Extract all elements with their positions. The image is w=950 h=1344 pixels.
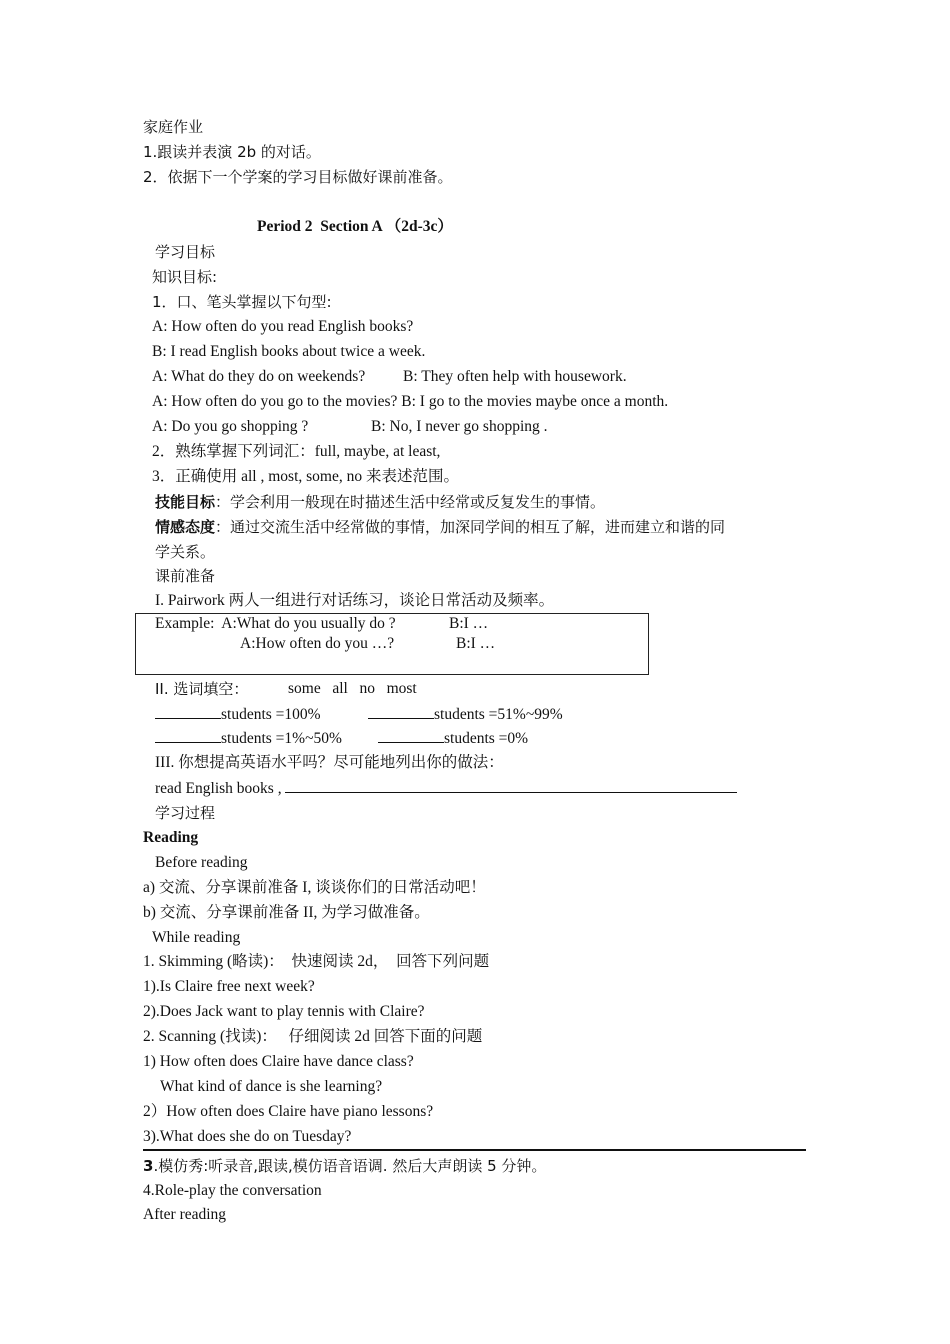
fill-blank-2-text: students =51%~99% <box>434 706 563 723</box>
emotion-goal <box>155 517 725 537</box>
reading-heading: Reading <box>143 829 199 846</box>
before-b: b) 交流、分享课前准备 II, 为学习做准备。 <box>143 904 430 921</box>
example-line-2a: A:How often do you …? <box>240 635 395 652</box>
skimming-task: 1. Skimming (略读)： 快速阅读 2d， 回答下列问题 <box>143 953 490 970</box>
fill-blank-4 <box>378 728 528 749</box>
sentence-5b: B: No, I never go shopping . <box>371 418 548 435</box>
fill-blank-2 <box>368 704 563 725</box>
blank-line[interactable] <box>155 728 221 743</box>
knowledge-goal-2: 2．熟练掌握下列词汇：full, maybe, at least, <box>152 443 441 460</box>
answer-line[interactable] <box>285 778 737 793</box>
emotion-goal-label: 情感态度 <box>155 518 216 536</box>
scanning-question-3: 3).What does she do on Tuesday? <box>143 1128 352 1145</box>
before-a: a) 交流、分享课前准备 I, 谈谈你们的日常活动吧！ <box>143 879 486 896</box>
period-title: Period 2 Section A （2d-3c） <box>257 218 453 235</box>
skill-goal-label: 技能目标 <box>155 493 216 511</box>
goals-title: 学习目标 <box>155 243 216 261</box>
homework-item-2: 2．依据下一个学案的学习目标做好课前准备。 <box>143 168 453 186</box>
before-reading: Before reading <box>155 854 248 871</box>
blank-line[interactable] <box>368 704 434 719</box>
while-reading: While reading <box>152 929 241 946</box>
skimming-question-2: 2).Does Jack want to play tennis with Claire? <box>143 1003 425 1020</box>
imitation-task <box>143 1156 546 1176</box>
scanning-task: 2. Scanning (找读)： 仔细阅读 2d 回答下面的问题 <box>143 1028 483 1045</box>
imitation-number: 3 <box>143 1157 154 1175</box>
example-line-1a: Example: A:What do you usually do ? <box>155 615 396 632</box>
fill-blank-1 <box>155 704 321 725</box>
sentence-3b: B: They often help with housework. <box>403 368 627 385</box>
prep-part-2: II. 选词填空： <box>155 680 249 698</box>
prep-title: 课前准备 <box>155 567 216 585</box>
fill-blank-3-text: students =1%~50% <box>221 730 342 747</box>
sentence-2: B: I read English books about twice a week. <box>152 343 426 360</box>
example-line-2b: B:I … <box>456 635 496 652</box>
skill-goal <box>155 492 605 512</box>
sentence-3a: A: What do they do on weekends? <box>152 368 366 385</box>
sentence-1: A: How often do you read English books? <box>152 318 414 335</box>
emotion-goal-continued: 学关系。 <box>155 543 216 561</box>
homework-title: 家庭作业 <box>143 118 204 136</box>
knowledge-goals-title: 知识目标: <box>152 268 218 286</box>
scanning-question-1b: What kind of dance is she learning? <box>160 1078 383 1095</box>
after-reading: After reading <box>143 1206 227 1223</box>
fill-blank-4-text: students =0% <box>444 730 529 747</box>
emotion-goal-text: ：通过交流生活中经常做的事情，加深同学间的相互了解，进而建立和谐的同 <box>215 518 726 536</box>
skimming-question-1: 1).Is Claire free next week? <box>143 978 315 995</box>
skill-goal-text: ：学会利用一般现在时描述生活中经常或反复发生的事情。 <box>215 493 606 511</box>
example-line-1b: B:I … <box>449 615 489 632</box>
sentence-5a: A: Do you go shopping ? <box>152 418 309 435</box>
knowledge-goal-1: 1．口、笔头掌握以下句型: <box>152 293 332 311</box>
prep-part-3-answer <box>155 778 737 799</box>
imitation-text: .模仿秀:听录音,跟读,模仿语音语调. 然后大声朗读 5 分钟。 <box>153 1157 547 1175</box>
homework-item-1: 1.跟读并表演 2b 的对话。 <box>143 143 321 161</box>
knowledge-goal-3: 3．正确使用 all , most, some, no 来表述范围。 <box>152 468 459 485</box>
prep-part-3: III. 你想提高英语水平吗？尽可能地列出你的做法： <box>155 754 504 771</box>
blank-line[interactable] <box>155 704 221 719</box>
scanning-question-2: 2）How often does Claire have piano lessons? <box>143 1103 434 1120</box>
blank-line[interactable] <box>378 728 444 743</box>
divider-line <box>143 1149 806 1151</box>
answer-start: read English books , <box>155 780 282 797</box>
scanning-question-1: 1) How often does Claire have dance class? <box>143 1053 414 1070</box>
word-bank: some all no most <box>288 680 417 697</box>
prep-part-1: I. Pairwork 两人一组进行对话练习，谈论日常活动及频率。 <box>155 592 555 609</box>
fill-blank-1-text: students =100% <box>221 706 321 723</box>
role-play-task: 4.Role-play the conversation <box>143 1182 322 1199</box>
fill-blank-3 <box>155 728 342 749</box>
sentence-4: A: How often do you go to the movies? B: I go to the movies maybe once a month. <box>152 393 669 410</box>
process-title: 学习过程 <box>155 804 216 822</box>
